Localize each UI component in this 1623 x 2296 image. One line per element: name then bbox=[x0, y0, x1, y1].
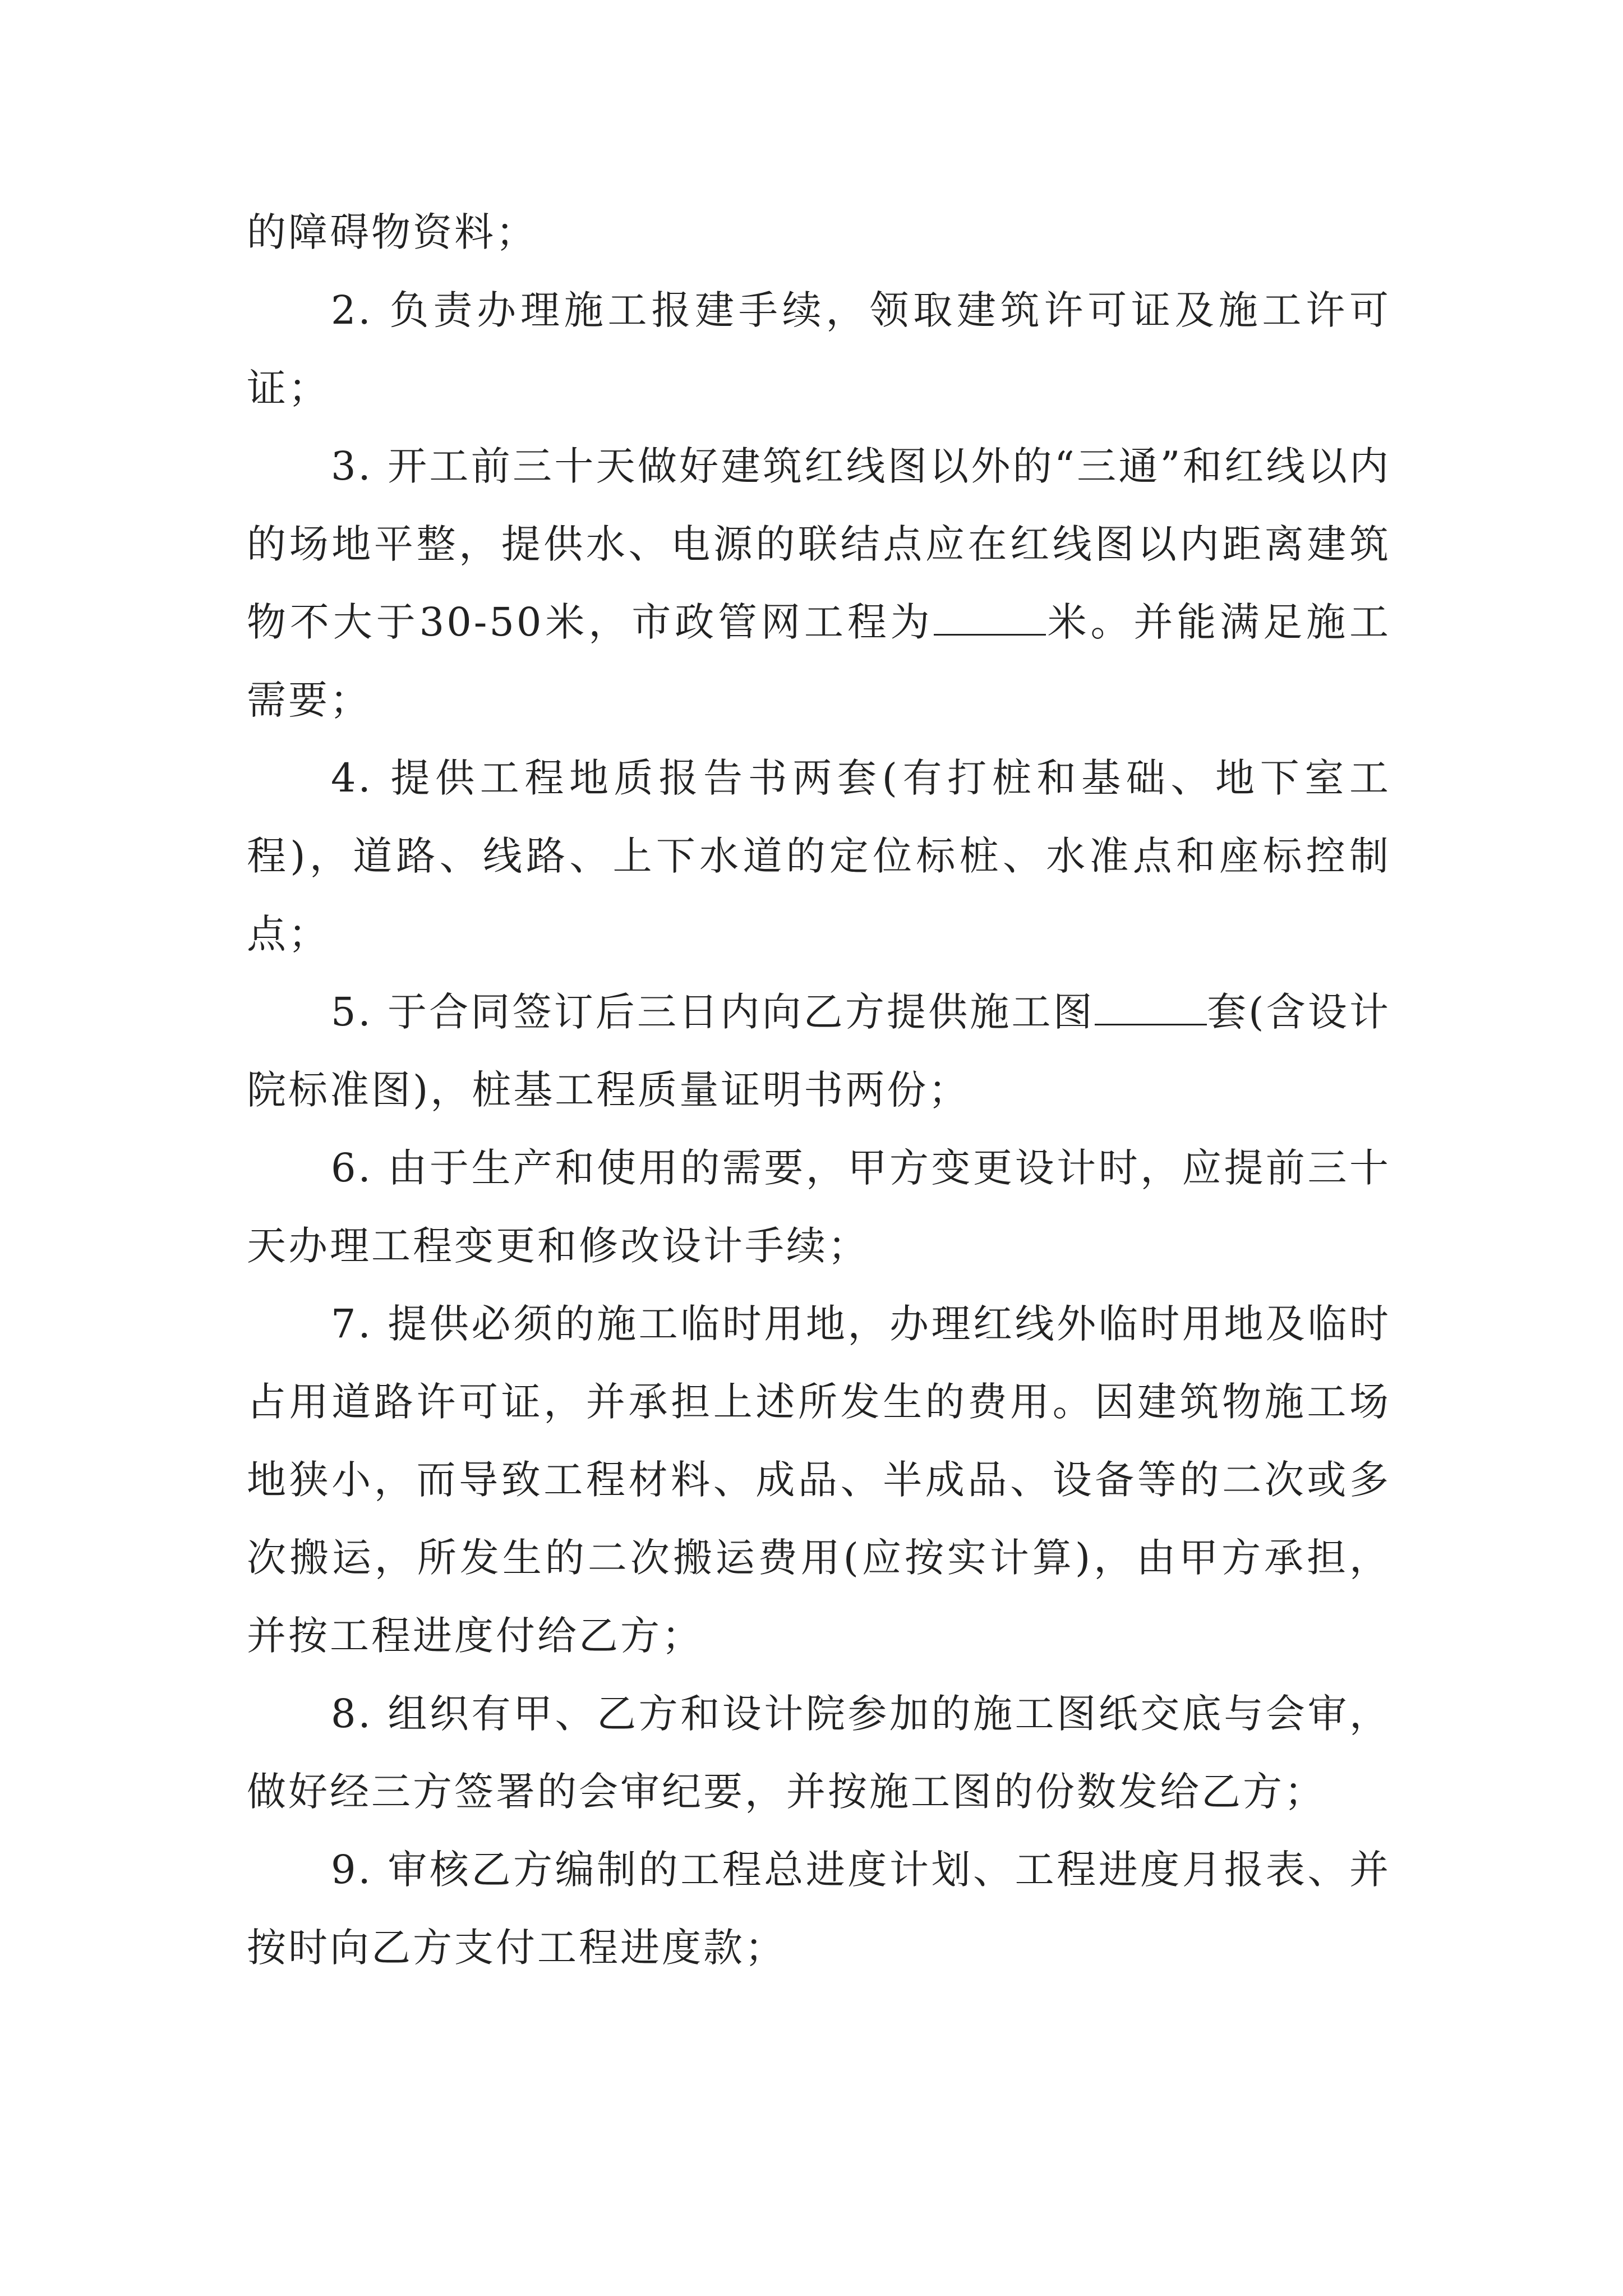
paragraph-continuation bbox=[247, 194, 1391, 272]
item-number: 4. bbox=[331, 755, 373, 801]
paragraph-text: 开工前三十天做好建筑红线图以外的“三通”和红线以内的场地平整，提供水、电源的联结点应在红线图以内距离建筑物不大于30-50米，市政管网工程为 bbox=[247, 443, 1391, 645]
paragraph-text: 米。并能满足施工需要； bbox=[247, 599, 1391, 723]
paragraph-item-5 bbox=[247, 973, 1391, 1129]
item-number: 3. bbox=[331, 443, 373, 489]
paragraph-text: 提供必须的施工临时用地，办理红线外临时用地及临时占用道路许可证，并承担上述所发生的费用。因建筑物施工场地狭小，而导致工程材料、成品、半成品、设备等的二次或多次搬运，所发生的二次搬运费用(应按实计算)，由甲方承担，并按工程进度付给乙方； bbox=[247, 1301, 1391, 1659]
paragraph-text: 套(含设计院标准图)，桩基工程质量证明书两份； bbox=[247, 989, 1391, 1113]
paragraph-text: 组织有甲、乙方和设计院参加的施工图纸交底与会审，做好经三方签署的会审纪要，并按施工图的份数发给乙方； bbox=[247, 1691, 1391, 1815]
paragraph-text: 于合同签订后三日内向乙方提供施工图 bbox=[387, 989, 1095, 1035]
paragraph-item-3 bbox=[247, 427, 1391, 739]
item-number: 2. bbox=[331, 287, 373, 333]
paragraph-text: 负责办理施工报建手续，领取建筑许可证及施工许可证； bbox=[247, 287, 1391, 411]
paragraph-text: 审核乙方编制的工程总进度计划、工程进度月报表、并按时向乙方支付工程进度款； bbox=[247, 1847, 1391, 1971]
item-number: 9. bbox=[331, 1847, 373, 1893]
paragraph-item-8 bbox=[247, 1675, 1391, 1831]
document-body bbox=[247, 194, 1391, 1987]
paragraph-item-4 bbox=[247, 739, 1391, 973]
item-number: 8. bbox=[331, 1691, 373, 1737]
fill-in-blank bbox=[1095, 989, 1207, 1025]
fill-in-blank bbox=[934, 599, 1046, 636]
paragraph-item-2 bbox=[247, 272, 1391, 427]
paragraph-item-7 bbox=[247, 1285, 1391, 1675]
item-number: 5. bbox=[331, 989, 373, 1035]
item-number: 7. bbox=[331, 1301, 373, 1347]
item-number: 6. bbox=[331, 1145, 373, 1191]
paragraph-text: 的障碍物资料； bbox=[247, 209, 537, 255]
paragraph-item-9 bbox=[247, 1831, 1391, 1987]
paragraph-item-6 bbox=[247, 1129, 1391, 1285]
paragraph-text: 由于生产和使用的需要，甲方变更设计时，应提前三十天办理工程变更和修改设计手续； bbox=[247, 1145, 1391, 1269]
paragraph-text: 提供工程地质报告书两套(有打桩和基础、地下室工程)，道路、线路、上下水道的定位标桩、水准点和座标控制点； bbox=[247, 755, 1391, 957]
